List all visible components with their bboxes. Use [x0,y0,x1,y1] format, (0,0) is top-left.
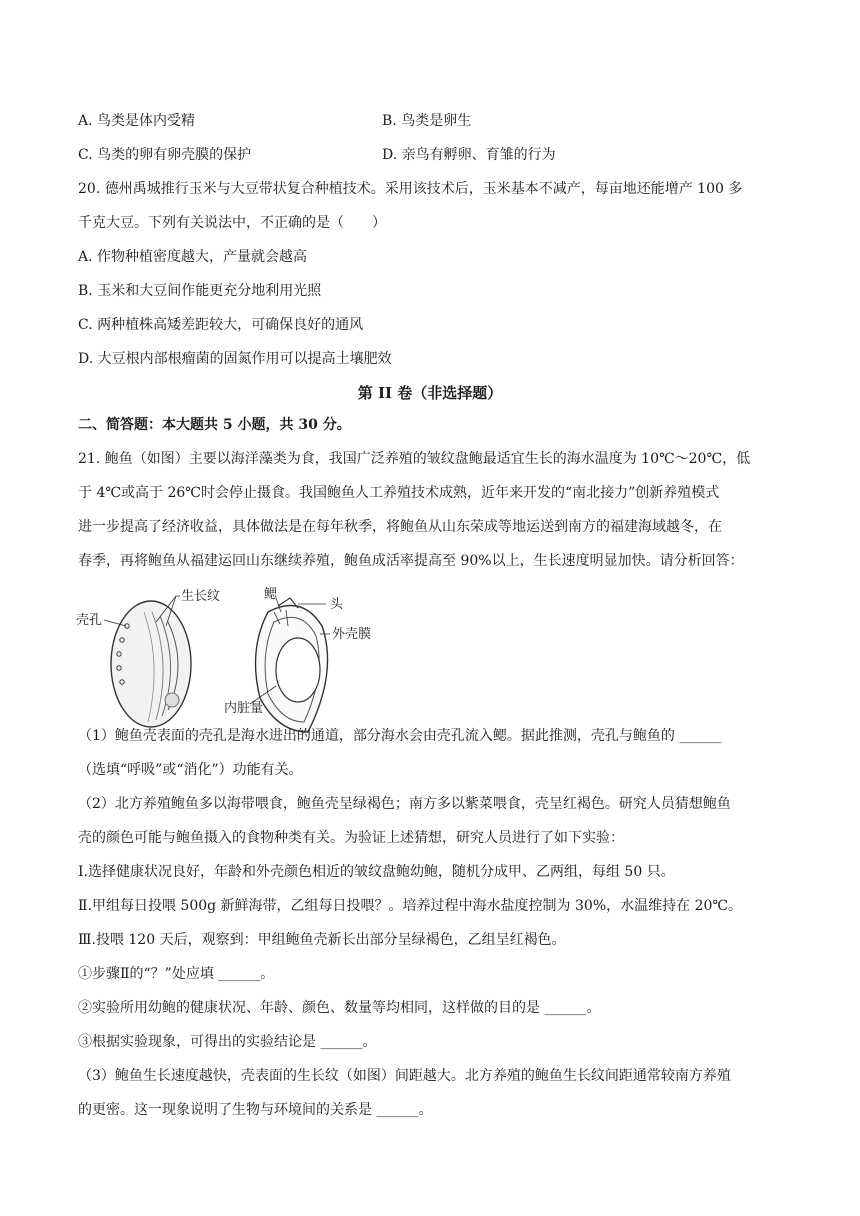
q21-part1-line-2: （选填“呼吸”或“消化”）功能有关。 [78,762,303,778]
q19-options-row-2 [78,145,778,165]
q21-part3-line-1: （3）鲍鱼生长速度越快，壳表面的生长纹（如图）间距越大。北方养殖的鲍鱼生长纹间距通常较南方养殖 [78,1068,731,1084]
label-growth-lines: 生长纹 [181,589,221,604]
section-title: 第 II 卷（非选择题） [357,384,503,402]
q19-option-b: B. 鸟类是卵生 [382,113,472,129]
q21-stem-line-4: 春季，再将鲍鱼从福建运回山东继续养殖，鲍鱼成活率提高至 90%以上，生长速度明显加快。请分析回答： [78,553,744,569]
label-head: 头 [330,597,344,612]
q21-sub-2: ②实验所用幼鲍的健康状况、年龄、颜色、数量等均相同，这样做的目的是 ______。 [78,1000,601,1016]
section-instruction: 二、简答题：本大题共 5 小题，共 30 分。 [78,417,351,433]
abalone-figure [76,582,396,742]
q19-options-row-1 [78,111,778,131]
q21-sub-3: ③根据实验现象，可得出的实验结论是 ______。 [78,1034,377,1050]
q19-option-c: C. 鸟类的卵有卵壳膜的保护 [78,147,252,163]
q21-part3-line-2: 的更密。这一现象说明了生物与环境间的关系是 ______。 [78,1102,433,1118]
q21-part2-line-2: 壳的颜色可能与鲍鱼摄入的食物种类有关。为验证上述猜想，研究人员进行了如下实验： [78,830,624,846]
label-mantle: 外壳膜 [332,627,372,642]
shell-exterior-drawing [104,596,191,727]
label-gills: 鳃 [264,587,278,602]
label-shell-holes: 壳孔 [76,613,103,628]
q20-option-d: D. 大豆根内部根瘤菌的固氮作用可以提高土壤肥效 [78,351,392,367]
abalone-diagram [76,582,396,742]
q20-stem-line-2: 千克大豆。下列有关说法中，不正确的是（ ） [78,215,386,231]
q21-step-1: Ⅰ.选择健康状况良好，年龄和外壳颜色相近的皱纹盘鲍幼鲍，随机分成甲、乙两组，每组 50 只。 [78,864,675,880]
q21-stem-line-3: 进一步提高了经济收益，具体做法是在每年秋季，将鲍鱼从山东荣成等地运送到南方的福建海域越冬，在 [78,519,722,535]
q21-stem-line-1: 21. 鲍鱼（如图）主要以海洋藻类为食，我国广泛养殖的皱纹盘鲍最适宜生长的海水温度为 10℃～20℃，低 [78,451,751,467]
q20-option-b: B. 玉米和大豆间作能更充分地利用光照 [78,283,322,299]
q19-option-d: D. 亲鸟有孵卵、育雏的行为 [382,147,556,163]
q20-stem-line-1: 20. 德州禹城推行玉米与大豆带状复合种植技术。采用该技术后，玉米基本不减产，每亩地还能增产 100 多 [78,181,743,197]
q21-step-2: Ⅱ.甲组每日投喂 500g 新鲜海带，乙组每日投喂？。培养过程中海水盐度控制为 30%，水温维持在 20℃。 [78,898,743,914]
q19-option-a: A. 鸟类是体内受精 [78,113,196,129]
q21-stem-line-2: 于 4℃或高于 26℃时会停止摄食。我国鲍鱼人工养殖技术成熟，近年来开发的“南北接力”创新养殖模式 [78,485,720,501]
label-visceral-mass: 内脏量 [224,701,264,716]
q21-sub-1: ①步骤Ⅱ的“？”处应填 ______。 [78,966,275,982]
q20-option-a: A. 作物种植密度越大，产量就会越高 [78,249,308,265]
q21-part1-line-1: （1）鲍鱼壳表面的壳孔是海水进出的通道，部分海水会由壳孔流入鳃。据此推测，壳孔与鲍鱼的 ______ [78,728,722,744]
q20-option-c: C. 两种植株高矮差距较大，可确保良好的通风 [78,317,364,333]
q21-step-3: Ⅲ.投喂 120 天后，观察到：甲组鲍鱼壳新长出部分呈绿褐色，乙组呈红褐色。 [78,932,566,948]
q21-part2-line-1: （2）北方养殖鲍鱼多以海带喂食，鲍鱼壳呈绿褐色；南方多以紫菜喂食，壳呈红褐色。研究人员猜想鲍鱼 [78,796,731,812]
